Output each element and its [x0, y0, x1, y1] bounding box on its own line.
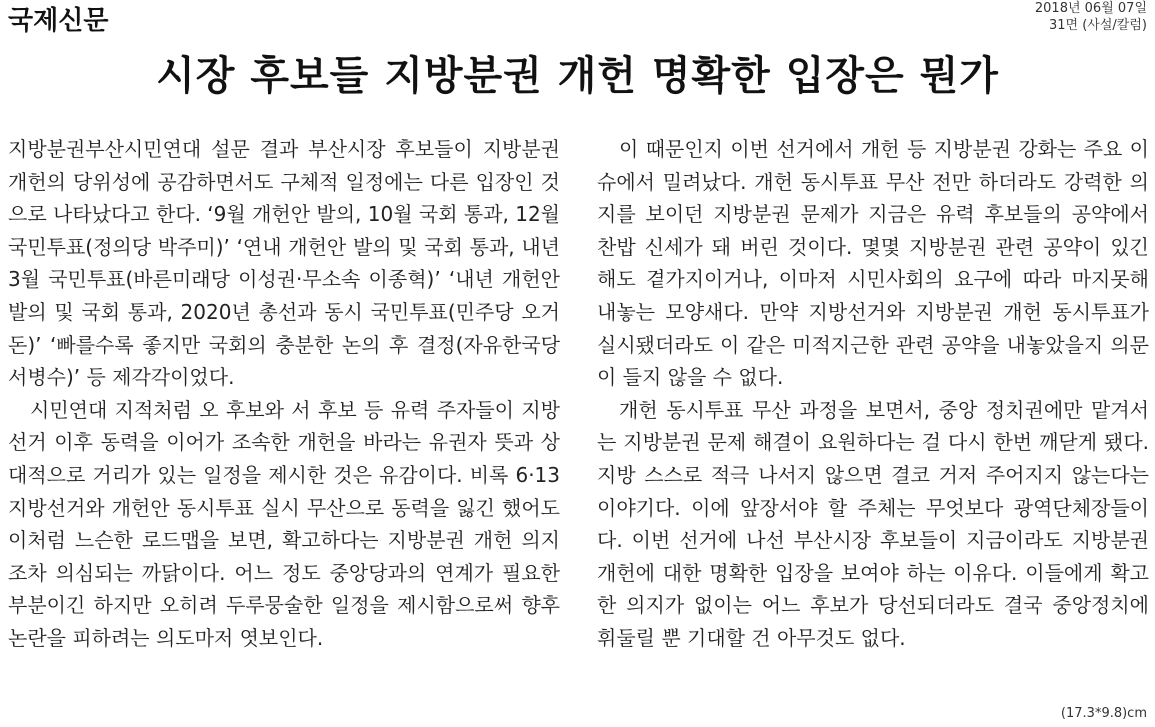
article-paragraph: 개헌 동시투표 무산 과정을 보면서, 중앙 정치권에만 맡겨서는 지방분권 문제 해결이 요원하다는 걸 다시 한번 깨닫게 됐다. 지방 스스로 적극 나서지 않으면 결코 거저 주어지지 않는다는 이야기다. 이에 앞장서야 할 주체는 무엇보다 광역단체장들이다. 이번 선거에 나선 부산시장 후보들이 지금이라도 지방분권 개헌에 대한 명확한 입장을 보여야 하는 이유다. 이들에게 확고한 의지가 없이는 어느 후보가 당선되더라도 결국 중앙정치에 휘둘릴 뿐 기대할 건 아무것도 없다. [597, 397, 1149, 650]
article-paragraph: 지방분권부산시민연대 설문 결과 부산시장 후보들이 지방분권 개헌의 당위성에 공감하면서도 구체적 일정에는 다른 입장인 것으로 나타났다고 한다. ‘9월 개헌안 발의, 10월 국회 통과, 12월 국민투표(정의당 박주미)’ ‘연내 개헌안 발의 및 국회 통과, 내년 3월 국민투표(바른미래당 이성권·무소속 이종혁)’ ‘내년 개헌안 발의 및 국회 통과, 2020년 총선과 동시 국민투표(민주당 오거돈)’ ‘빠를수록 좋지만 국회의 충분한 논의 후 결정(자유한국당 서병수)’ 등 제각각이었다. [8, 137, 560, 390]
article-column-right [597, 133, 1149, 655]
article-paragraph: 시민연대 지적처럼 오 후보와 서 후보 등 유력 주자들이 지방선거 이후 동력을 이어가 조속한 개헌을 바라는 유권자 뜻과 상대적으로 거리가 있는 일정을 제시한 것은 유감이다. 비록 6·13지방선거와 개헌안 동시투표 실시 무산으로 동력을 잃긴 했어도 이처럼 느슨한 로드맵을 보면, 확고하다는 지방분권 개헌 의지조차 의심되는 까닭이다. 어느 정도 중앙당과의 연계가 필요한 부분이긴 하지만 오히려 두루뭉술한 일정을 제시함으로써 향후 논란을 피하려는 의도마저 엿보인다. [8, 397, 560, 650]
newspaper-masthead: 국제신문 [8, 6, 109, 36]
page-section: 31면 (사설/칼럼) [1049, 18, 1147, 33]
article-paragraph: 이 때문인지 이번 선거에서 개헌 등 지방분권 강화는 주요 이슈에서 밀려났다. 개헌 동시투표 무산 전만 하더라도 강력한 의지를 보이던 지방분권 문제가 지금은 유력 후보들의 공약에서 찬밥 신세가 돼 버린 것이다. 몇몇 지방분권 관련 공약이 있긴 해도 곁가지이거나, 이마저 시민사회의 요구에 따라 마지못해 내놓는 모양새다. 만약 지방선거와 지방분권 개헌 동시투표가 실시됐더라도 이 같은 미적지근한 관련 공약을 내놓았을지 의문이 들지 않을 수 없다. [597, 137, 1149, 390]
clipping-size-note: (17.3*9.8)cm [1060, 706, 1147, 721]
article-column-left [8, 133, 560, 655]
article-meta [1035, 0, 1147, 34]
editorial-headline: 시장 후보들 지방분권 개헌 명확한 입장은 뭔가 [156, 52, 999, 99]
publication-date: 2018년 06월 07일 [1034, 1, 1147, 16]
